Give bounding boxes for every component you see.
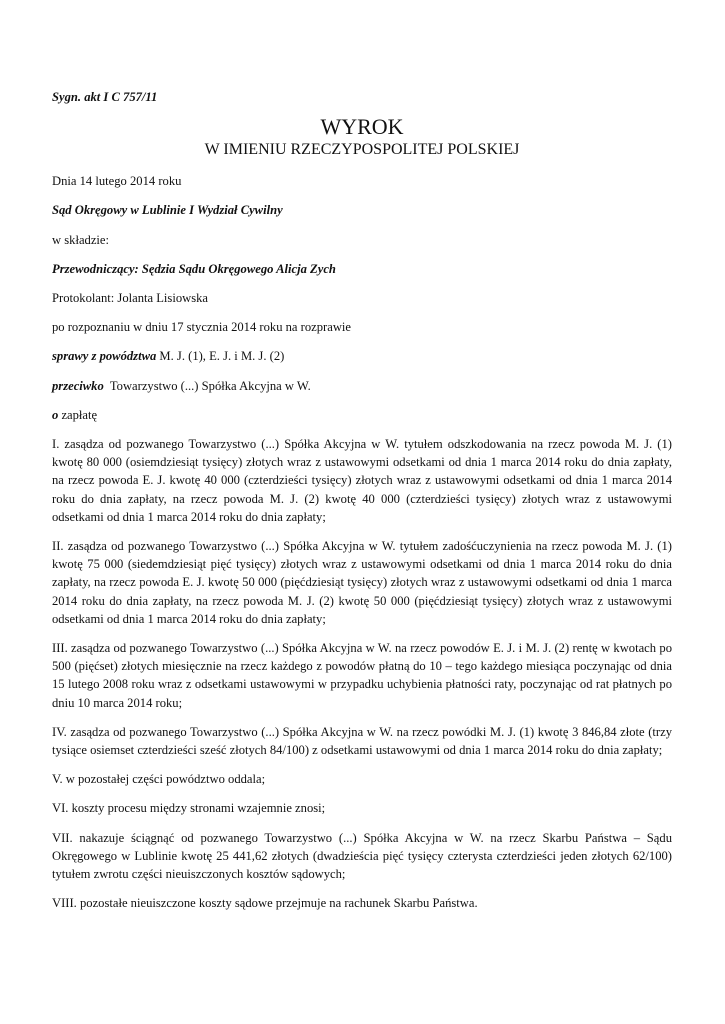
ruling-item: I. zasądza od pozwanego Towarzystwo (...) Spółka Akcyjna w W. tytułem odszkodowania na rzecz powoda M. J. (1) kwotę 80 000 (osiemdziesiąt tysięcy) złotych wraz z ustawowymi odsetkami od dnia 1 marca 2014 roku do dnia zapłaty, na rzecz powoda E. J. kwotę 40 000 (czterdzieści tysięcy) złotych wraz z ustawowymi odsetkami od dnia 1 marca 2014 roku do dnia zapłaty, na rzecz powoda M. J. (2) kwotę 40 000 (czterdzieści tysięcy) złotych wraz z ustawowymi odsetkami od dnia 1 marca 2014 roku do dnia zapłaty; <box>52 437 672 524</box>
presiding-judge: Przewodniczący: Sędzia Sądu Okręgowego Alicja Zych <box>52 261 336 276</box>
hearing-info: po rozpoznaniu w dniu 17 stycznia 2014 roku na rozprawie <box>52 320 352 335</box>
defendant-name: Towarzystwo (...) Spółka Akcyjna w W. <box>103 378 311 393</box>
ruling-item: III. zasądza od pozwanego Towarzystwo (...) Spółka Akcyjna w W. na rzecz powodów E. J. i M. J. (2) rentę w kwotach po 500 (pięćset) złotych miesięcznie na rzecz każdego z powodów płatną do 10 – tego każdego miesiąca poczynając od dnia 15 lutego 2008 roku wraz z odsetkami ustawowymi w przypadku uchybienia płatności raty, poczynając od rat płatnych po dniu 10 marca 2014 roku; <box>52 641 672 710</box>
case-subject <box>52 406 672 424</box>
case-parties <box>52 347 672 365</box>
ruling-item: VIII. pozostałe nieuiszczone koszty sądowe przejmuje na rachunek Skarbu Państwa. <box>52 896 478 911</box>
against-label: przeciwko <box>52 378 104 393</box>
ruling-item: II. zasądza od pozwanego Towarzystwo (...) Spółka Akcyjna w W. tytułem zadośćuczynienia na rzecz powoda M. J. (1) kwotę 75 000 (siedemdziesiąt pięć tysięcy) złotych wraz z ustawowymi odsetkami od dnia 1 marca 2014 roku do dnia zapłaty, na rzecz powoda E. J. kwotę 50 000 (pięćdziesiąt tysięcy) złotych wraz z ustawowymi odsetkami od dnia 1 marca 2014 roku do dnia zapłaty, na rzecz powoda M. J. (2) kwotę 50 000 (pięćdziesiąt tysięcy) złotych wraz z ustawowymi odsetkami od dnia 1 marca 2014 roku do dnia zapłaty; <box>52 539 672 626</box>
document-title: WYROK <box>320 114 404 140</box>
subject-label: o <box>52 407 59 422</box>
case-plaintiffs: M. J. (1), E. J. i M. J. (2) <box>156 349 285 364</box>
judgment-date: Dnia 14 lutego 2014 roku <box>52 174 182 189</box>
composition-label: w składzie: <box>52 232 110 247</box>
ruling-item: VI. koszty procesu między stronami wzajemnie znosi; <box>52 801 326 816</box>
subject-value: zapłatę <box>58 407 98 422</box>
court-clerk: Protokolant: Jolanta Lisiowska <box>52 291 209 306</box>
document-subtitle: W IMIENIU RZECZYPOSPOLITEJ POLSKIEJ <box>204 141 520 159</box>
ruling-item: VII. nakazuje ściągnąć od pozwanego Towarzystwo (...) Spółka Akcyjna w W. na rzecz Skarbu Państwa – Sądu Okręgowego w Lublinie kwotę 25 441,62 złotych (dwadzieścia pięć tysięcy czterysta czterdzieści jeden złotych 62/100) tytułem zwrotu części nieuiszczonych kosztów sądowych; <box>52 830 672 882</box>
court-name: Sąd Okręgowy w Lublinie I Wydział Cywilny <box>52 203 283 218</box>
case-signature: Sygn. akt I C 757/11 <box>52 90 158 104</box>
case-defendant <box>52 377 672 395</box>
judgment-document <box>52 88 672 924</box>
ruling-item: IV. zasądza od pozwanego Towarzystwo (...) Spółka Akcyjna w W. na rzecz powódki M. J. (1) kwotę 3 846,84 złote (trzy tysiące osiemset czterdzieści sześć złotych 84/100) z odsetkami ustawowymi od dnia 1 marca 2014 roku do dnia zapłaty; <box>52 724 672 758</box>
case-label: sprawy z powództwa <box>52 349 157 364</box>
ruling-item: V. w pozostałej części powództwo oddala; <box>52 772 266 787</box>
